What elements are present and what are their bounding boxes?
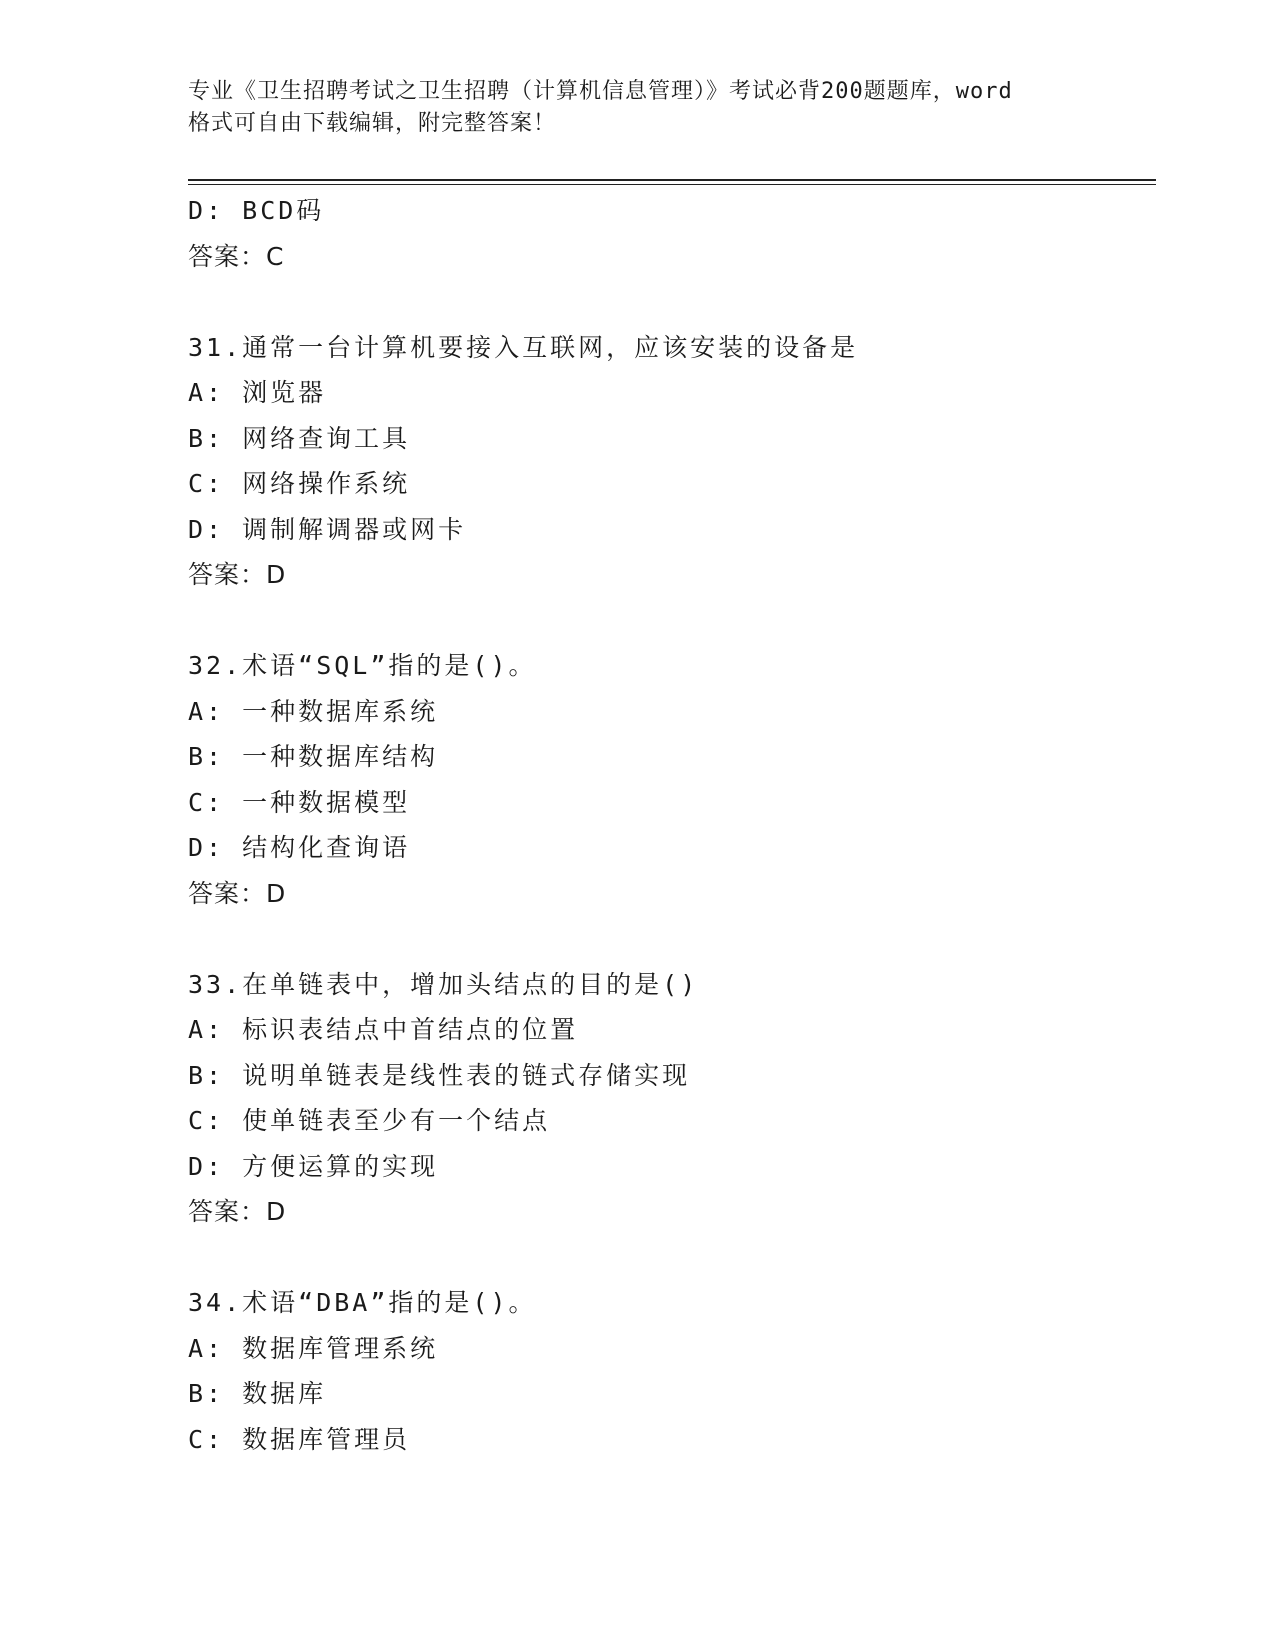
question-stem: 33.在单链表中，增加头结点的目的是() [188,969,699,999]
question-stem: 32.术语“SQL”指的是()。 [188,651,537,680]
option-b: B: 网络查询工具 [188,423,411,453]
option-d: D: 结构化查询语 [188,833,411,862]
option-a: A: 浏览器 [188,378,327,407]
question-block-34 [188,1280,1148,1462]
option-d: D: 方便运算的实现 [188,1151,439,1181]
header-line-1: 专业《卫生招聘考试之卫生招聘（计算机信息管理）》考试必背200题题库，word [188,79,1013,104]
question-list [188,188,1148,1462]
option-b: B: 数据库 [188,1379,327,1408]
document-header [188,76,1088,140]
option-d: D: BCD码 [188,196,325,225]
option-c: C: 网络操作系统 [188,469,411,498]
option-b: B: 说明单链表是线性表的链式存储实现 [188,1060,691,1090]
question-block-31 [188,325,1148,598]
answer-line: 答案：C [188,241,285,271]
option-c: C: 数据库管理员 [188,1424,411,1454]
option-a: A: 标识表结点中首结点的位置 [188,1015,579,1044]
spacer [188,1235,1148,1281]
answer-line: 答案：D [188,878,287,908]
option-a: A: 一种数据库系统 [188,696,439,726]
question-stem: 31.通常一台计算机要接入互联网，应该安装的设备是 [188,332,859,362]
option-b: B: 一种数据库结构 [188,742,439,771]
header-line-2: 格式可自由下载编辑，附完整答案！ [188,111,557,136]
spacer [188,598,1148,644]
option-d: D: 调制解调器或网卡 [188,514,467,544]
spacer [188,279,1148,325]
question-block-33 [188,962,1148,1235]
question-block-32 [188,643,1148,916]
header-divider-thick [188,179,1156,181]
option-c: C: 使单链表至少有一个结点 [188,1106,551,1135]
header-divider-thin [188,184,1156,185]
answer-line: 答案：D [188,1197,287,1226]
option-c: C: 一种数据模型 [188,787,411,817]
spacer [188,916,1148,962]
option-a: A: 数据库管理系统 [188,1333,439,1363]
question-stem: 34.术语“DBA”指的是()。 [188,1288,537,1317]
answer-line: 答案：D [188,560,287,589]
